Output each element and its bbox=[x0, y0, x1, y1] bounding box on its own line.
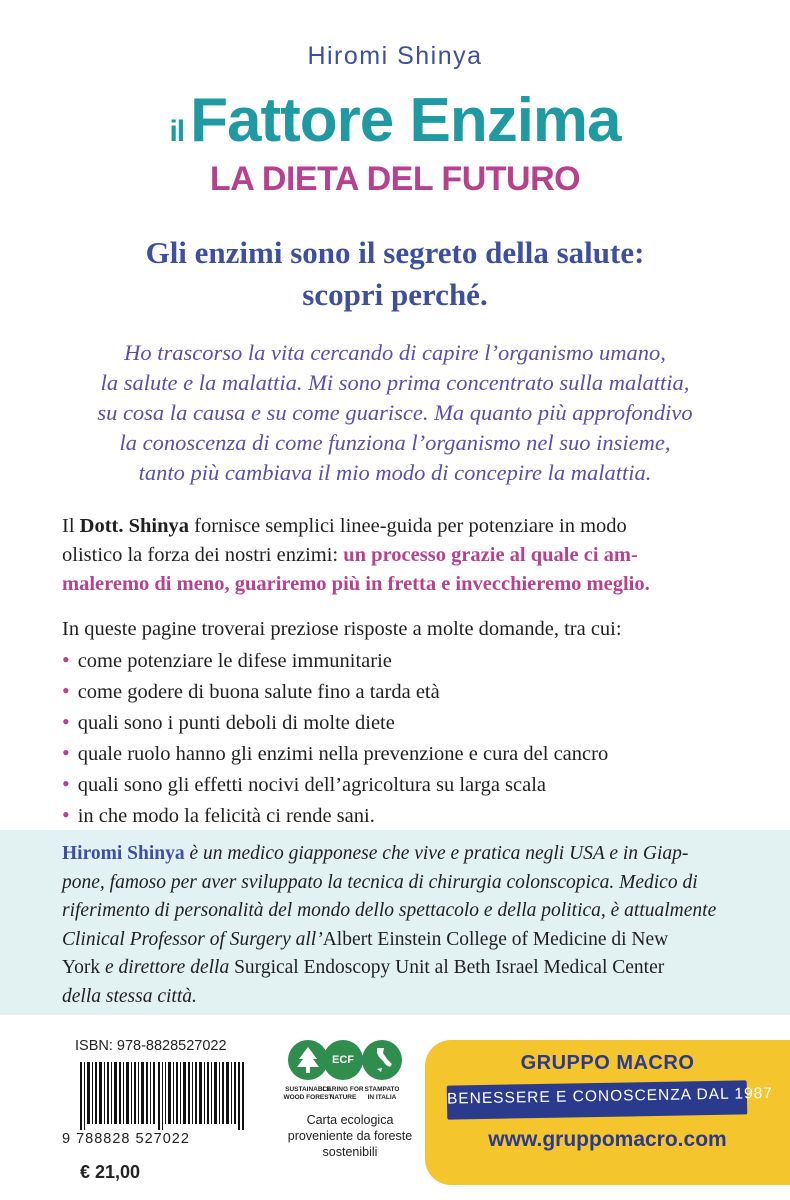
barcode-digits: 9 788828 527022 bbox=[62, 1131, 190, 1147]
quote-line: su cosa la causa e su come guarisce. Ma quanto più approfondivo bbox=[97, 400, 693, 425]
publisher-url[interactable]: www.gruppomacro.com bbox=[488, 1128, 727, 1151]
list-item bbox=[62, 645, 608, 676]
isbn-label: ISBN: 978-8828527022 bbox=[75, 1038, 227, 1054]
list-item bbox=[62, 676, 608, 707]
eco-label-line: IN ITALIA bbox=[367, 1094, 397, 1101]
list-intro: In queste pagine troverai preziose risposte a molte domande, tra cui: bbox=[62, 618, 622, 640]
list-item bbox=[62, 707, 608, 738]
eco-label-line: STAMPATO bbox=[364, 1086, 400, 1093]
intro-highlight: un processo grazie al quale ci am- bbox=[343, 544, 638, 566]
publisher-name: GRUPPO MACRO bbox=[520, 1052, 695, 1074]
list-item-text: quali sono gli effetti nocivi dell’agricoltura su larga scala bbox=[77, 774, 547, 796]
bullet-icon: • bbox=[62, 709, 70, 734]
author-name: Hiromi Shinya bbox=[307, 42, 483, 70]
bio-line bbox=[62, 926, 734, 955]
quote-line: Ho trascorso la vita cercando di capire l’organismo umano, bbox=[124, 340, 666, 365]
italy-map-icon bbox=[362, 1040, 402, 1080]
list-item-text: in che modo la felicità ci rende sani. bbox=[77, 805, 375, 827]
bullet-icon: • bbox=[62, 802, 70, 827]
bio-line bbox=[62, 954, 734, 983]
bio-text: York bbox=[62, 957, 101, 978]
eco-label-line: NATURE bbox=[329, 1094, 357, 1101]
intro-text: olistico la forza dei nostri enzimi: bbox=[62, 544, 344, 566]
publisher-slogan: BENESSERE E CONOSCENZA DAL 1987 bbox=[446, 1084, 774, 1108]
intro-line bbox=[62, 541, 734, 570]
headline-line: Gli enzimi sono il segreto della salute: bbox=[145, 235, 645, 270]
eco-label-line: SUSTAINABLE bbox=[285, 1086, 331, 1093]
bio-line: della stessa città. bbox=[62, 985, 197, 1007]
intro-highlight: maleremo di meno, guariremo più in fretta e invecchieremo meglio. bbox=[62, 573, 650, 595]
bio-line: pone, famoso per aver sviluppato la tecnica di chirurgia colonscopica. Medico di bbox=[62, 871, 698, 893]
bullet-icon: • bbox=[62, 678, 70, 703]
bio-line: riferimento di personalità del mondo dello spettacolo e della politica, è attualmente bbox=[62, 900, 717, 921]
list-item-text: quale ruolo hanno gli enzimi nella prevenzione e cura del cancro bbox=[77, 743, 609, 765]
list-item-text: quali sono i punti deboli di molte diete bbox=[77, 712, 395, 734]
list-item-text: come godere di buona salute fino a tarda età bbox=[77, 681, 440, 703]
title-prefix: il bbox=[169, 115, 185, 148]
quote-line: tanto più cambiava il mio modo di concepire la malattia. bbox=[138, 460, 652, 485]
tree-icon bbox=[288, 1040, 328, 1080]
book-subtitle: LA DIETA DEL FUTURO bbox=[209, 160, 581, 198]
list-item bbox=[62, 769, 608, 800]
author-bio bbox=[62, 840, 734, 1011]
author-quote bbox=[20, 338, 770, 488]
eco-label-line: WOOD FOREST bbox=[283, 1094, 333, 1101]
intro-text: fornisce semplici linee-guida per potenziare in modo bbox=[189, 515, 627, 537]
bio-text: Clinical Professor of Surgery all’ bbox=[62, 928, 323, 950]
price-label: € 21,00 bbox=[80, 1162, 141, 1182]
doctor-name: Dott. Shinya bbox=[79, 515, 190, 537]
ecf-icon bbox=[323, 1040, 363, 1080]
bullet-icon: • bbox=[62, 771, 70, 796]
quote-line: la salute e la malattia. Mi sono prima concentrato sulla malattia, bbox=[100, 370, 690, 395]
barcode-icon bbox=[80, 1062, 245, 1130]
intro-paragraph bbox=[62, 512, 734, 599]
bullet-icon: • bbox=[62, 740, 70, 765]
eco-label bbox=[350, 1086, 414, 1102]
headline bbox=[30, 232, 760, 316]
bio-text: è un medico giapponese che vive e pratica negli USA e in Giap- bbox=[184, 843, 689, 864]
bullet-icon: • bbox=[62, 647, 70, 672]
title-main: Fattore Enzima bbox=[190, 86, 621, 155]
bio-text: e direttore della bbox=[100, 957, 235, 978]
bio-line bbox=[62, 840, 734, 869]
benefits-list bbox=[62, 645, 608, 831]
bio-text: Surgical Endoscopy Unit al Beth Israel Medical Center bbox=[234, 957, 665, 978]
book-title bbox=[0, 86, 790, 156]
ecf-icon-text: ECF bbox=[332, 1054, 354, 1066]
bio-text: Albert Einstein College of Medicine di New bbox=[322, 928, 669, 950]
intro-line bbox=[62, 512, 734, 541]
eco-label-line: CARING FOR bbox=[322, 1086, 364, 1093]
intro-text: Il bbox=[62, 515, 80, 537]
list-item-text: come potenziare le difese immunitarie bbox=[77, 650, 392, 672]
quote-line: la conoscenza di come funziona l’organismo nel suo insieme, bbox=[119, 430, 671, 455]
list-item bbox=[62, 800, 608, 831]
eco-paper-note: Carta ecologica proveniente da foreste sostenibili bbox=[287, 1113, 413, 1159]
headline-line: scopri perché. bbox=[302, 277, 488, 312]
list-item bbox=[62, 738, 608, 769]
bio-author-name: Hiromi Shinya bbox=[62, 843, 185, 864]
